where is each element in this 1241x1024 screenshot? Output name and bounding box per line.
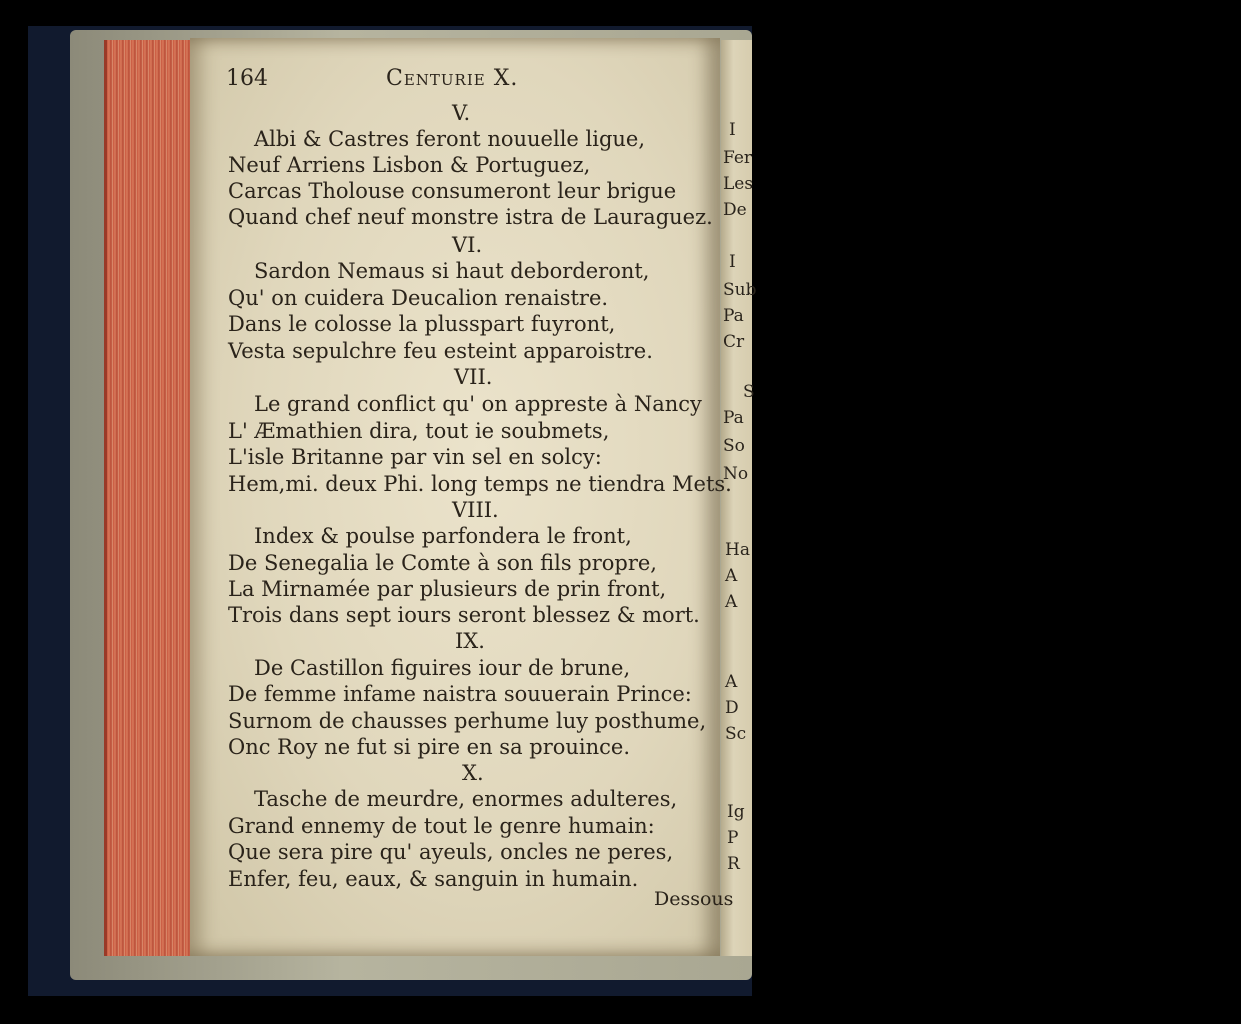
facing-fragment: A [725, 592, 738, 612]
facing-fragment: Sub [723, 280, 757, 300]
verse-line: Tasche de meurdre, enormes adulteres, [254, 787, 678, 811]
verse-line: Enfer, feu, eaux, & sanguin in humain. [228, 867, 639, 891]
verse-line: Index & poulse parfondera le front, [254, 524, 632, 548]
quatrain-numeral: VIII. [452, 498, 499, 522]
verse-line: De Senegalia le Comte à son fils propre, [228, 551, 657, 575]
facing-fragment: Ha [725, 540, 750, 560]
verse-line: Trois dans sept iours seront blessez & mort. [228, 603, 700, 627]
verse-line: Surnom de chausses perhume luy posthume, [228, 709, 707, 733]
verse-line: Quand chef neuf monstre istra de Lauraguez. [228, 205, 713, 229]
quatrain-numeral: VI. [452, 233, 483, 257]
page-header [226, 66, 696, 96]
facing-fragment: Pa [723, 306, 744, 326]
facing-fragment: P [727, 828, 739, 848]
verse-line: De Castillon figuires iour de brune, [254, 656, 631, 680]
facing-fragment: A [725, 566, 738, 586]
page-number: 164 [226, 66, 268, 91]
verse-line: La Mirnamée par plusieurs de prin front, [228, 577, 667, 601]
facing-fragment: S [743, 382, 755, 402]
verse-line: Qu' on cuidera Deucalion renaistre. [228, 286, 609, 310]
verse-line: Le grand conflict qu' on appreste à Nancy [254, 392, 702, 416]
verse-line: Que sera pire qu' ayeuls, oncles ne peres, [228, 840, 674, 864]
verse-line: Albi & Castres feront nouuelle ligue, [254, 127, 646, 151]
facing-fragment: De [723, 200, 747, 220]
running-title: Centurie X. [386, 66, 519, 91]
facing-fragment: Cr [723, 332, 745, 352]
verse-line: Onc Roy ne fut si pire en sa prouince. [228, 735, 631, 759]
verse-line: Carcas Tholouse consumeront leur brigue [228, 179, 677, 203]
verse-line: Hem,mi. deux Phi. long temps ne tiendra Mets. [228, 472, 732, 496]
verse-line: Dans le colosse la plusspart fuyront, [228, 312, 616, 336]
verse-line: De femme infame naistra souuerain Prince: [228, 682, 692, 706]
verse-line: Neuf Arriens Lisbon & Portuguez, [228, 153, 591, 177]
facing-fragment: I [729, 120, 736, 140]
facing-fragment: Sc [725, 724, 747, 744]
facing-fragment: Les [723, 174, 754, 194]
facing-fragment: A [725, 672, 738, 692]
verse-line: Grand ennemy de tout le genre humain: [228, 814, 655, 838]
quatrain-numeral: X. [462, 761, 484, 785]
facing-fragment: No [723, 464, 749, 484]
facing-fragment: D [725, 698, 739, 718]
facing-fragment: So [723, 436, 745, 456]
verse-line: L'isle Britanne par vin sel en solcy: [228, 445, 602, 469]
facing-fragment: Pa [723, 408, 744, 428]
verse-line: Vesta sepulchre feu esteint apparoistre. [228, 339, 653, 363]
quatrain-numeral: V. [452, 101, 471, 125]
verse-line: Sardon Nemaus si haut deborderont, [254, 259, 650, 283]
verse-line: L' Æmathien dira, tout ie soubmets, [228, 419, 610, 443]
quatrain-numeral: VII. [454, 365, 493, 389]
facing-fragment: Ig [727, 802, 745, 822]
facing-fragment: Fer [723, 148, 753, 168]
catchword: Dessous [654, 888, 734, 910]
facing-fragment: I [729, 252, 736, 272]
quatrain-numeral: IX. [455, 629, 485, 653]
facing-fragment: R [727, 854, 740, 874]
